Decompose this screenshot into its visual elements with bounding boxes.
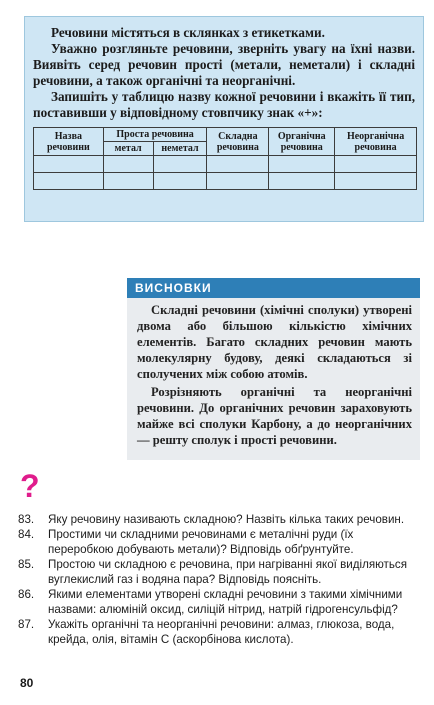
- conclusion-paragraph: Складні речовини (хімічні сполуки) утворені двома або більшою кількістю хімічних елементів. Багато складних речовин мають молекулярну будову, деякі складаються зі сполучених між собою атомів.: [137, 303, 412, 381]
- table-cell: [269, 173, 335, 190]
- table-cell: [153, 173, 207, 190]
- question-text: Простими чи складними речовинами є металічні руди (їх переробкою добувають метали)? Відповідь обґрунтуйте.: [48, 528, 354, 556]
- question-item: [18, 557, 422, 587]
- question-item: [18, 587, 422, 617]
- table-cell: [34, 173, 104, 190]
- task-paragraph: Уважно розгляньте речовини, зверніть увагу на їхні назви. Виявіть серед речовин прості (метали, неметали) і складні речовини, а також органічні та неорганічні.: [33, 41, 415, 88]
- question-item: [18, 617, 422, 647]
- conclusions-box: [127, 278, 420, 460]
- col-header-organic: Органічна речовина: [269, 128, 335, 156]
- col-header-simple: Проста речовина: [103, 128, 207, 142]
- question-text: Якими елементами утворені складні речовини з такими хімічними назвами: алюміній оксид, силіцій нітрид, натрій гідрогенсульфід?: [48, 588, 403, 616]
- col-header-inorganic: Неорганічна речовина: [335, 128, 417, 156]
- question-item: [18, 512, 422, 527]
- task-paragraph: Запишіть у таблицю назву кожної речовини і вкажіть її тип, поставивши у відповідному стовпчику знак «+»:: [33, 89, 415, 120]
- question-mark-icon: ?: [20, 468, 40, 504]
- table-cell: [335, 173, 417, 190]
- table-cell: [103, 156, 153, 173]
- question-number: 86.: [18, 588, 35, 601]
- question-number: 83.: [18, 513, 35, 526]
- table-cell: [269, 156, 335, 173]
- question-number: 87.: [18, 618, 35, 631]
- table-cell: [207, 173, 269, 190]
- question-number: 84.: [18, 528, 35, 541]
- conclusions-body: [127, 298, 420, 448]
- table-cell: [34, 156, 104, 173]
- col-header-nonmetal: неметал: [153, 142, 207, 156]
- table-row: [34, 156, 417, 173]
- table-cell: [103, 173, 153, 190]
- task-box: [24, 16, 424, 222]
- table-cell: [207, 156, 269, 173]
- col-header-name: Назва речовини: [34, 128, 104, 156]
- question-text: Простою чи складною є речовина, при нагріванні якої виділяються вуглекислий газ і водяна пара? Відповідь поясніть.: [48, 558, 407, 586]
- table-row: [34, 173, 417, 190]
- col-header-metal: метал: [103, 142, 153, 156]
- conclusion-paragraph: Розрізняють органічні та неорганічні речовини. До органічних речовин зараховують майже всі сполуки Карбону, а до неорганічних — решту сполук і прості речовини.: [137, 385, 412, 447]
- task-paragraph: Речовини містяться в склянках з етикетками.: [51, 25, 325, 40]
- question-text: Укажіть органічні та неорганічні речовини: алмаз, глюкоза, вода, крейда, олія, вітамін С (аскорбінова кислота).: [48, 618, 395, 646]
- table-cell: [153, 156, 207, 173]
- questions-list: [18, 512, 422, 647]
- substances-table: [33, 127, 417, 190]
- page-number: 80: [20, 676, 34, 690]
- question-number: 85.: [18, 558, 35, 571]
- question-item: [18, 527, 422, 557]
- question-text: Яку речовину називають складною? Назвіть кілька таких речовин.: [48, 513, 405, 526]
- table-cell: [335, 156, 417, 173]
- col-header-complex: Складна речовина: [207, 128, 269, 156]
- conclusions-heading: ВИСНОВКИ: [127, 278, 420, 298]
